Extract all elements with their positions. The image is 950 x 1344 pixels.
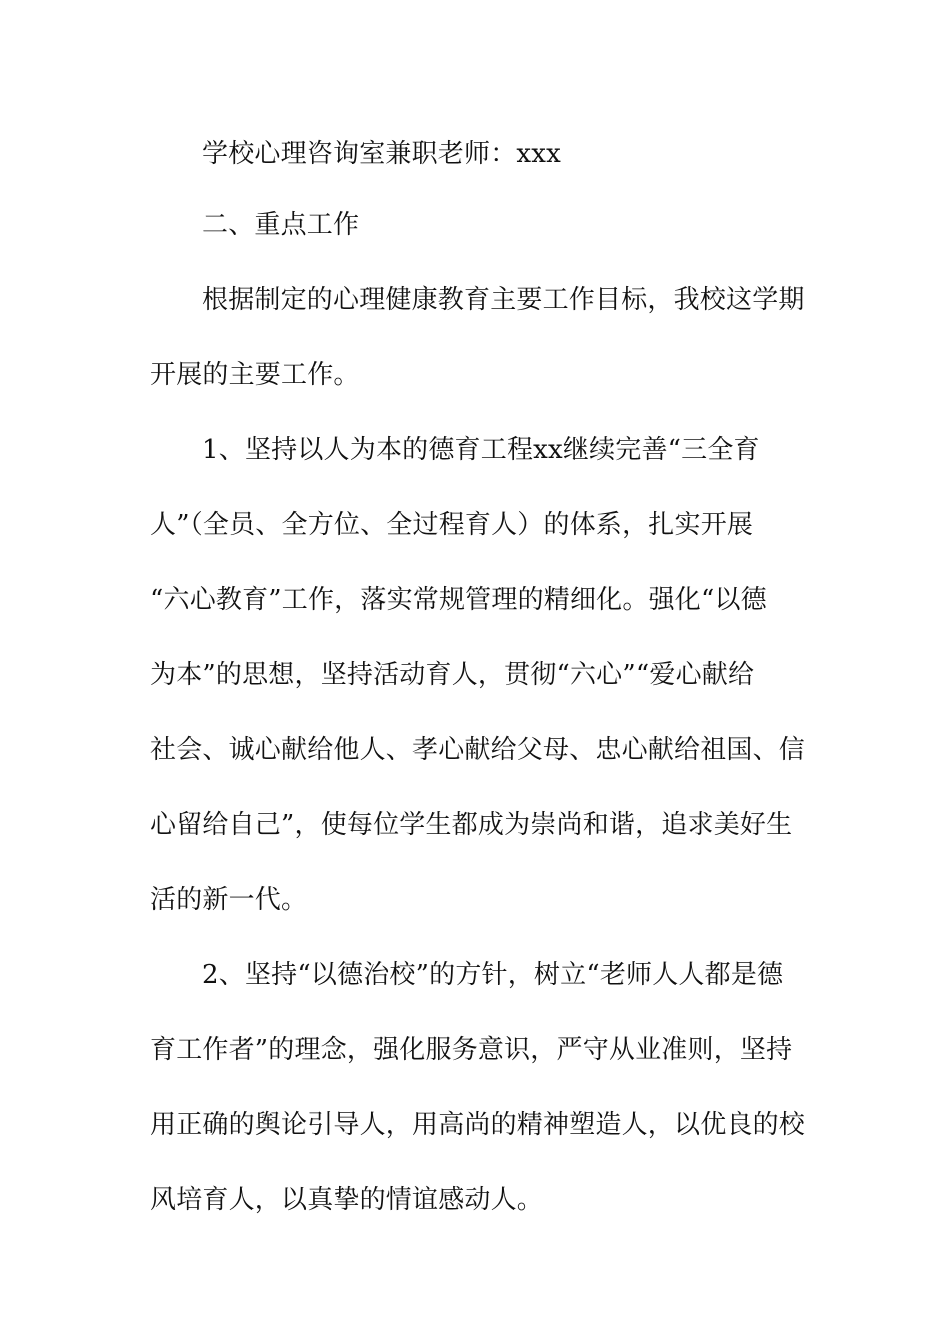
item1-line-4: 为本”的思想，坚持活动育人，贯彻“六心”“爱心献给 [150, 660, 755, 690]
item1-line-2: 人”（全员、全方位、全过程育人）的体系，扎实开展 [150, 510, 754, 540]
item2-line-3: 用正确的舆论引导人，用高尚的精神塑造人，以优良的校 [150, 1110, 806, 1140]
item2-line-4: 风培育人，以真挚的情谊感动人。 [150, 1185, 544, 1215]
intro-line-1: 根据制定的心理健康教育主要工作目标，我校这学期 [202, 285, 805, 315]
item1-line-5: 社会、诚心献给他人、孝心献给父母、忠心献给祖国、信 [150, 735, 806, 765]
item1-line-1: 1、坚持以人为本的德育工程xx继续完善“三全育 [202, 435, 760, 465]
section-heading: 二、重点工作 [202, 210, 360, 240]
intro-line-2: 开展的主要工作。 [150, 360, 360, 390]
counselor-line: 学校心理咨询室兼职老师：xxx [202, 139, 561, 169]
item1-line-7: 活的新一代。 [150, 885, 308, 915]
item1-line-6: 心留给自己”，使每位学生都成为崇尚和谐，追求美好生 [150, 810, 793, 840]
item2-line-1: 2、坚持“以德治校”的方针，树立“老师人人都是德 [202, 960, 784, 990]
item1-line-3: “六心教育”工作，落实常规管理的精细化。强化“以德 [150, 585, 767, 615]
item2-line-2: 育工作者”的理念，强化服务意识，严守从业准则，坚持 [150, 1035, 793, 1065]
